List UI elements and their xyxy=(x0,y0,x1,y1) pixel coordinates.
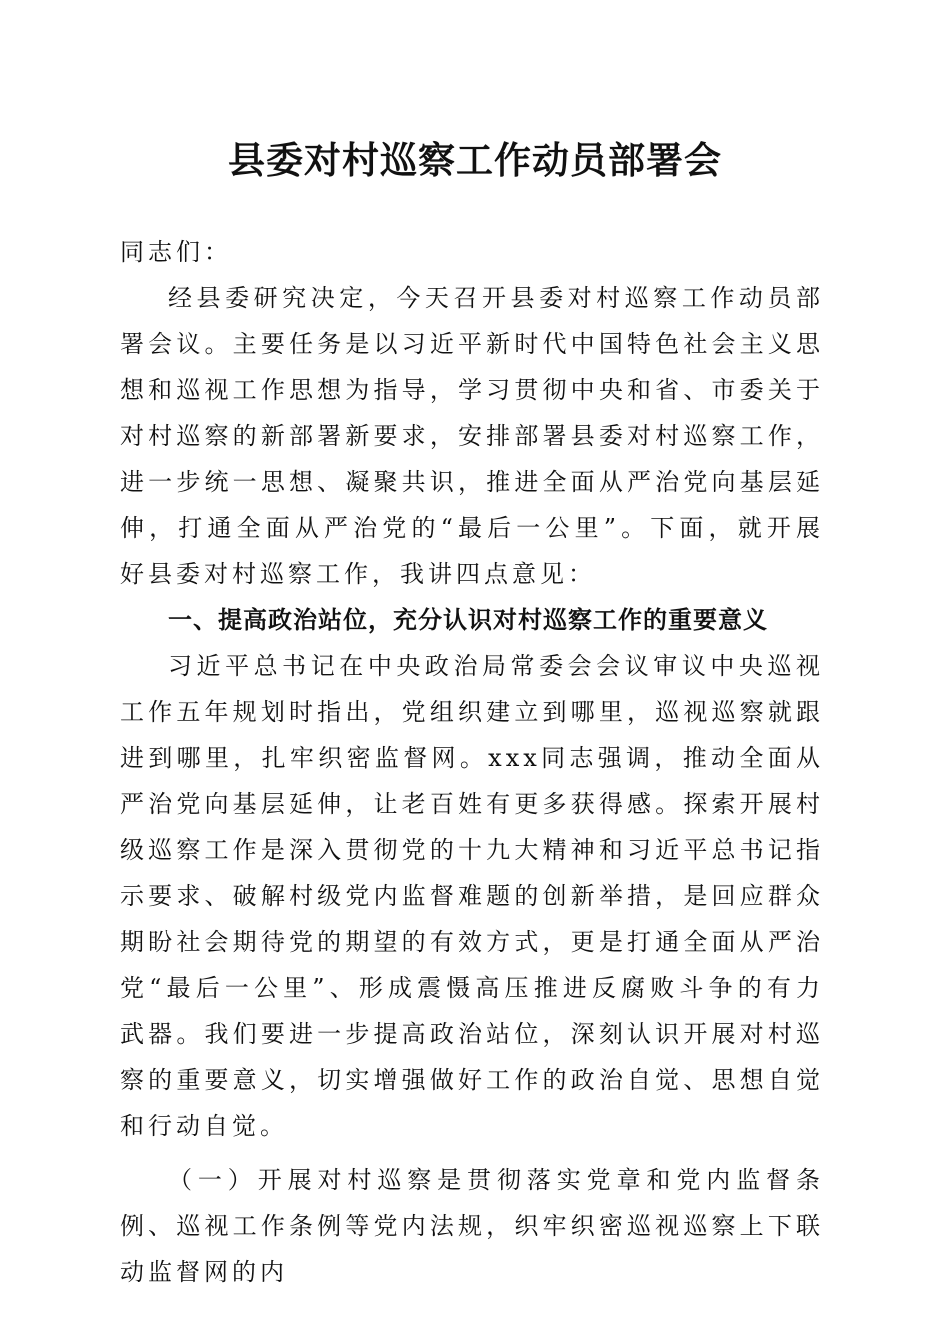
subsection-1-paragraph: （一）开展对村巡察是贯彻落实党章和党内监督条例、巡视工作条例等党内法规，织牢织密巡视巡察上下联动监督网的内 xyxy=(120,1166,824,1286)
document-body xyxy=(120,229,824,1295)
section-1-paragraph: 习近平总书记在中央政治局常委会会议审议中央巡视工作五年规划时指出，党组织建立到哪里，巡视巡察就跟进到哪里，扎牢织密监督网。xxx同志强调，推动全面从严治党向基层延伸，让老百姓有更多获得感。探索开展村级巡察工作是深入贯彻党的十九大精神和习近平总书记指示要求、破解村级党内监督难题的创新举措，是回应群众期盼社会期待党的期望的有效方式，更是打通全面从严治党“最后一公里”、形成震慑高压推进反腐败斗争的有力武器。我们要进一步提高政治站位，深刻认识开展对村巡察的重要意义，切实增强做好工作的政治自觉、思想自觉和行动自觉。 xyxy=(120,652,824,1140)
salutation: 同志们： xyxy=(120,238,232,266)
intro-paragraph: 经县委研究决定，今天召开县委对村巡察工作动员部署会议。主要任务是以习近平新时代中国特色社会主义思想和巡视工作思想为指导，学习贯彻中央和省、市委关于对村巡察的新部署新要求，安排部署县委对村巡察工作，进一步统一思想、凝聚共识，推进全面从严治党向基层延伸，打通全面从严治党的“最后一公里”。下面，就开展好县委对村巡察工作，我讲四点意见： xyxy=(120,284,824,588)
document-title: 县委对村巡察工作动员部署会 xyxy=(228,138,722,182)
section-1-heading: 一、提高政治站位，充分认识对村巡察工作的重要意义 xyxy=(168,606,768,634)
